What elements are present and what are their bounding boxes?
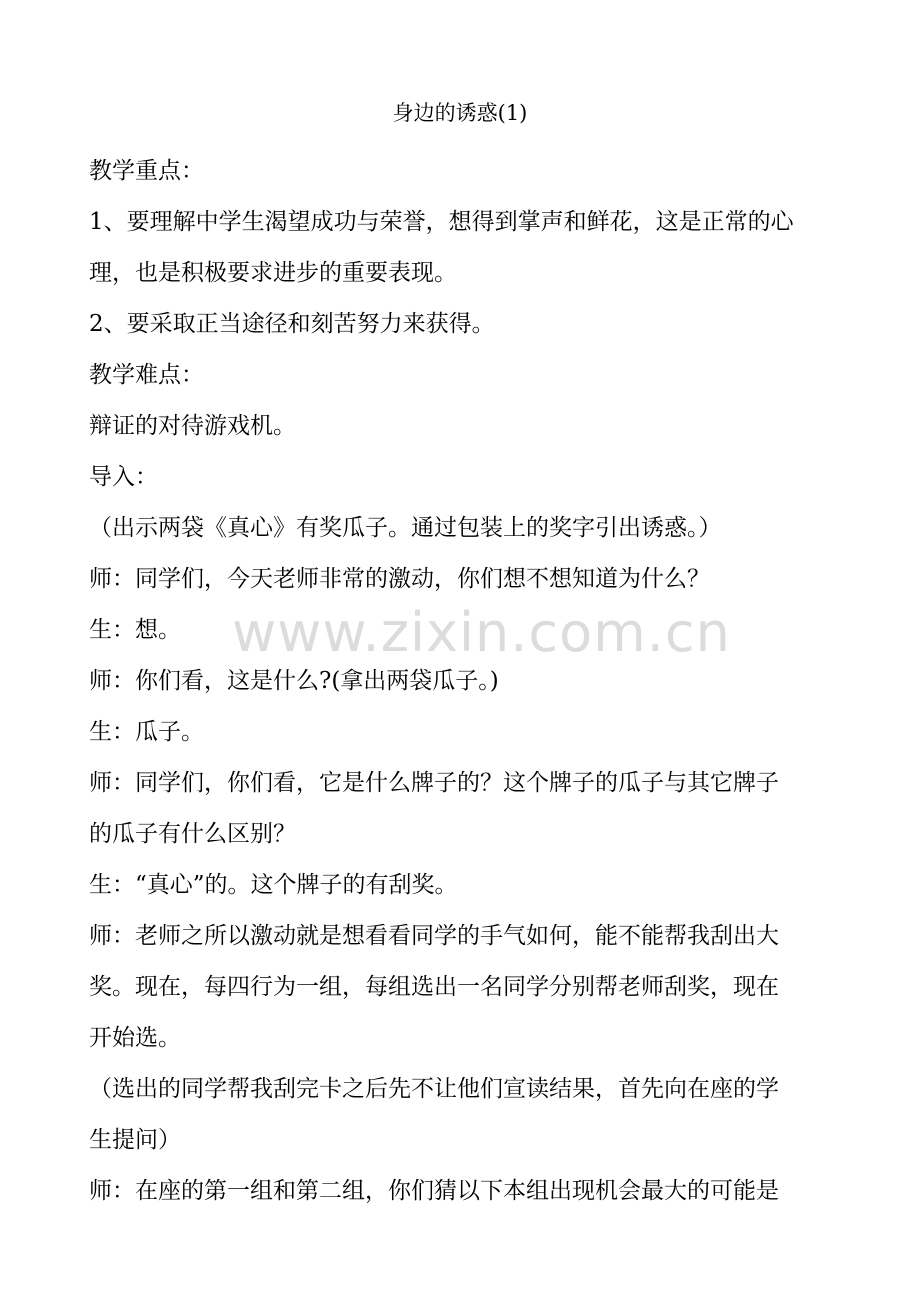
text-line: 开始选。 [89, 1025, 181, 1051]
text-line: 辩证的对待游戏机。 [89, 413, 296, 439]
text-line: 导入： [89, 464, 158, 490]
text-line: 教学重点： [89, 158, 204, 184]
text-line: （出示两袋《真心》有奖瓜子。通过包装上的奖字引出诱惑。） [89, 515, 722, 541]
text-line: 生提问） [89, 1127, 181, 1153]
text-line: 师：老师之所以激动就是想看看同学的手气如何，能不能帮我刮出大 [89, 923, 779, 949]
text-line: 生：“真心”的。这个牌子的有刮奖。 [89, 872, 458, 898]
document-title: 身边的诱惑(1) [392, 101, 528, 125]
text-line: 师：你们看，这是什么?(拿出两袋瓜子。) [89, 668, 499, 694]
watermark: www.zixin.com.cn [232, 601, 731, 664]
text-line: 师：同学们，今天老师非常的激动，你们想不想知道为什么？ [89, 566, 710, 592]
text-line: 师：同学们，你们看，它是什么牌子的？这个牌子的瓜子与其它牌子 [89, 770, 779, 796]
document-body [89, 146, 834, 1217]
text-line: 1、要理解中学生渴望成功与荣誉，想得到掌声和鲜花，这是正常的心 [89, 209, 794, 235]
text-line: 2、要采取正当途径和刻苦努力来获得。 [89, 311, 495, 337]
text-line: （选出的同学帮我刮完卡之后先不让他们宣读结果，首先向在座的学 [89, 1076, 779, 1102]
text-line: 奖。现在，每四行为一组，每组选出一名同学分别帮老师刮奖，现在 [89, 974, 779, 1000]
text-line: 生：瓜子。 [89, 719, 204, 745]
text-line: 师：在座的第一组和第二组，你们猜以下本组出现机会最大的可能是 [89, 1178, 779, 1204]
text-line: 的瓜子有什么区别？ [89, 821, 296, 847]
text-line: 生：想。 [89, 617, 181, 643]
text-line: 教学难点： [89, 362, 204, 388]
text-line: 理，也是积极要求进步的重要表现。 [89, 260, 457, 286]
